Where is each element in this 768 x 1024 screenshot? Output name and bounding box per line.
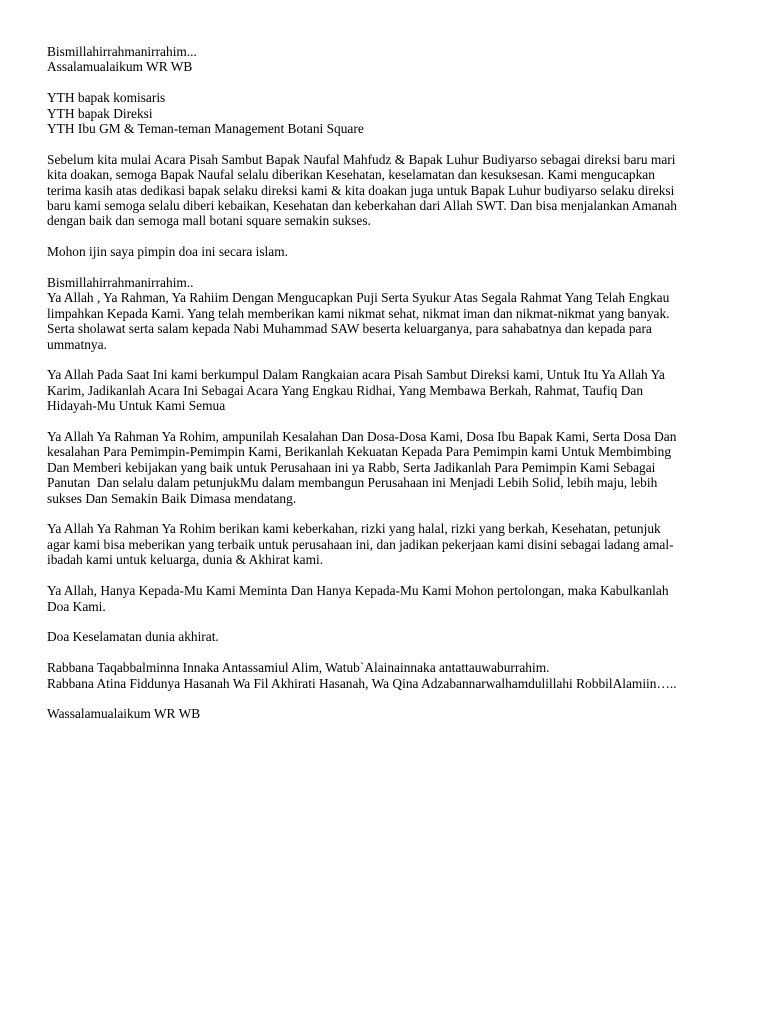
closing-greeting (47, 706, 727, 721)
prayer-opening-line: Serta sholawat serta salam kepada Nabi Muhammad SAW beserta keluarganya, para sahabatnya dan kepada para (47, 321, 652, 337)
addressee-line: YTH bapak Direksi (47, 105, 153, 121)
closing-prayers-paragraph (47, 660, 727, 691)
prayer-blessing-line: agar kami bisa meberikan yang terbaik untuk perusahaan ini, dan jadikan pekerjaan kami disini sebagai ladang amal- (47, 536, 674, 552)
prayer-blessing-paragraph (47, 521, 727, 567)
prayer-opening-line: Bismillahirrahmanirrahim.. (47, 275, 194, 291)
prayer-request-line: Ya Allah, Hanya Kepada-Mu Kami Meminta Dan Hanya Kepada-Mu Kami Mohon pertolongan, maka Kabulkanlah (47, 583, 669, 599)
addressee-line: YTH Ibu GM & Teman-teman Management Botani Square (47, 121, 364, 137)
prayer-forgiveness-line: sukses Dan Semakin Baik Dimasa mendatang. (47, 490, 297, 506)
opening-line: Assalamualaikum WR WB (47, 59, 193, 75)
closing-prayer-line: Rabbana Taqabbalminna Innaka Antassamiul Alim, Watub`Alainainnaka antattauwaburrahim. (47, 660, 550, 676)
prayer-forgiveness-line: Ya Allah Ya Rahman Ya Rohim, ampunilah Kesalahan Dan Dosa-Dosa Kami, Dosa Ibu Bapak Kami, Serta Dosa Dan (47, 429, 677, 445)
intro-line: kita doakan, semoga Bapak Naufal selalu diberikan Kesehatan, keselamatan dan kesuksesan. Kami mengucapkan (47, 167, 655, 183)
prayer-opening-line: Ya Allah , Ya Rahman, Ya Rahiim Dengan Mengucapkan Puji Serta Syukur Atas Segala Rahmat Yang Telah Engkau (47, 290, 670, 306)
prayer-opening-line: ummatnya. (47, 336, 107, 352)
closing-line: Wassalamualaikum WR WB (47, 706, 201, 722)
safety-prayer-line: Doa Keselamatan dunia akhirat. (47, 629, 219, 645)
safety-prayer-paragraph (47, 629, 727, 644)
intro-line: terima kasih atas dedikasi bapak selaku direksi kami & kita doakan juga untuk Bapak Luhur budiyarso selaku direksi (47, 182, 675, 198)
prayer-opening-line: limpahkan Kepada Kami. Yang telah memberikan kami nikmat sehat, nikmat iman dan nikmat-nikmat yang banyak. (47, 305, 670, 321)
prayer-opening-paragraph (47, 275, 727, 352)
intro-paragraph (47, 152, 727, 229)
prayer-gathering-line: Ya Allah Pada Saat Ini kami berkumpul Dalam Rangkaian acara Pisah Sambut Direksi kami, Untuk Itu Ya Allah Ya (47, 367, 665, 383)
opening-greeting (47, 44, 727, 75)
prayer-forgiveness-paragraph (47, 429, 727, 506)
intro-line: baru kami semoga selalu diberi kebaikan, Kesehatan dan keberkahan dari Allah SWT. Dan bisa menjalankan Amanah (47, 198, 678, 214)
prayer-request-line: Doa Kami. (47, 598, 106, 614)
addressee-line: YTH bapak komisaris (47, 90, 166, 106)
prayer-gathering-paragraph (47, 367, 727, 413)
opening-line: Bismillahirrahmanirrahim... (47, 44, 197, 59)
permission-line: Mohon ijin saya pimpin doa ini secara islam. (47, 244, 288, 260)
addressee-list (47, 90, 727, 136)
closing-prayer-line: Rabbana Atina Fiddunya Hasanah Wa Fil Akhirati Hasanah, Wa Qina Adzabannarwalhamdulillahi RobbilAlamiin….. (47, 675, 677, 691)
prayer-forgiveness-line: Panutan Dan selalu dalam petunjukMu dalam membangun Perusahaan ini Menjadi Lebih Solid, lebih maju, lebih (47, 475, 658, 491)
letter-body (47, 44, 727, 737)
permission-paragraph (47, 244, 727, 259)
prayer-blessing-line: Ya Allah Ya Rahman Ya Rohim berikan kami keberkahan, rizki yang halal, rizki yang berkah, Kesehatan, petunjuk (47, 521, 661, 537)
prayer-blessing-line: ibadah kami untuk keluarga, dunia & Akhirat kami. (47, 552, 324, 568)
prayer-request-paragraph (47, 583, 727, 614)
prayer-forgiveness-line: Dan Memberi kebijakan yang baik untuk Perusahaan ini ya Rabb, Serta Jadikanlah Para Pemimpin Kami Sebagai (47, 459, 656, 475)
prayer-gathering-line: Hidayah-Mu Untuk Kami Semua (47, 398, 226, 414)
prayer-forgiveness-line: kesalahan Para Pemimpin-Pemimpin Kami, Berikanlah Kekuatan Kepada Para Pemimpin kami Untuk Membimbing (47, 444, 672, 460)
prayer-gathering-line: Karim, Jadikanlah Acara Ini Sebagai Acara Yang Engkau Ridhai, Yang Membawa Berkah, Rahmat, Taufiq Dan (47, 382, 644, 398)
intro-line: dengan baik dan semoga mall botani square semakin sukses. (47, 213, 371, 229)
intro-line: Sebelum kita mulai Acara Pisah Sambut Bapak Naufal Mahfudz & Bapak Luhur Budiyarso sebagai direksi baru mari (47, 151, 676, 167)
